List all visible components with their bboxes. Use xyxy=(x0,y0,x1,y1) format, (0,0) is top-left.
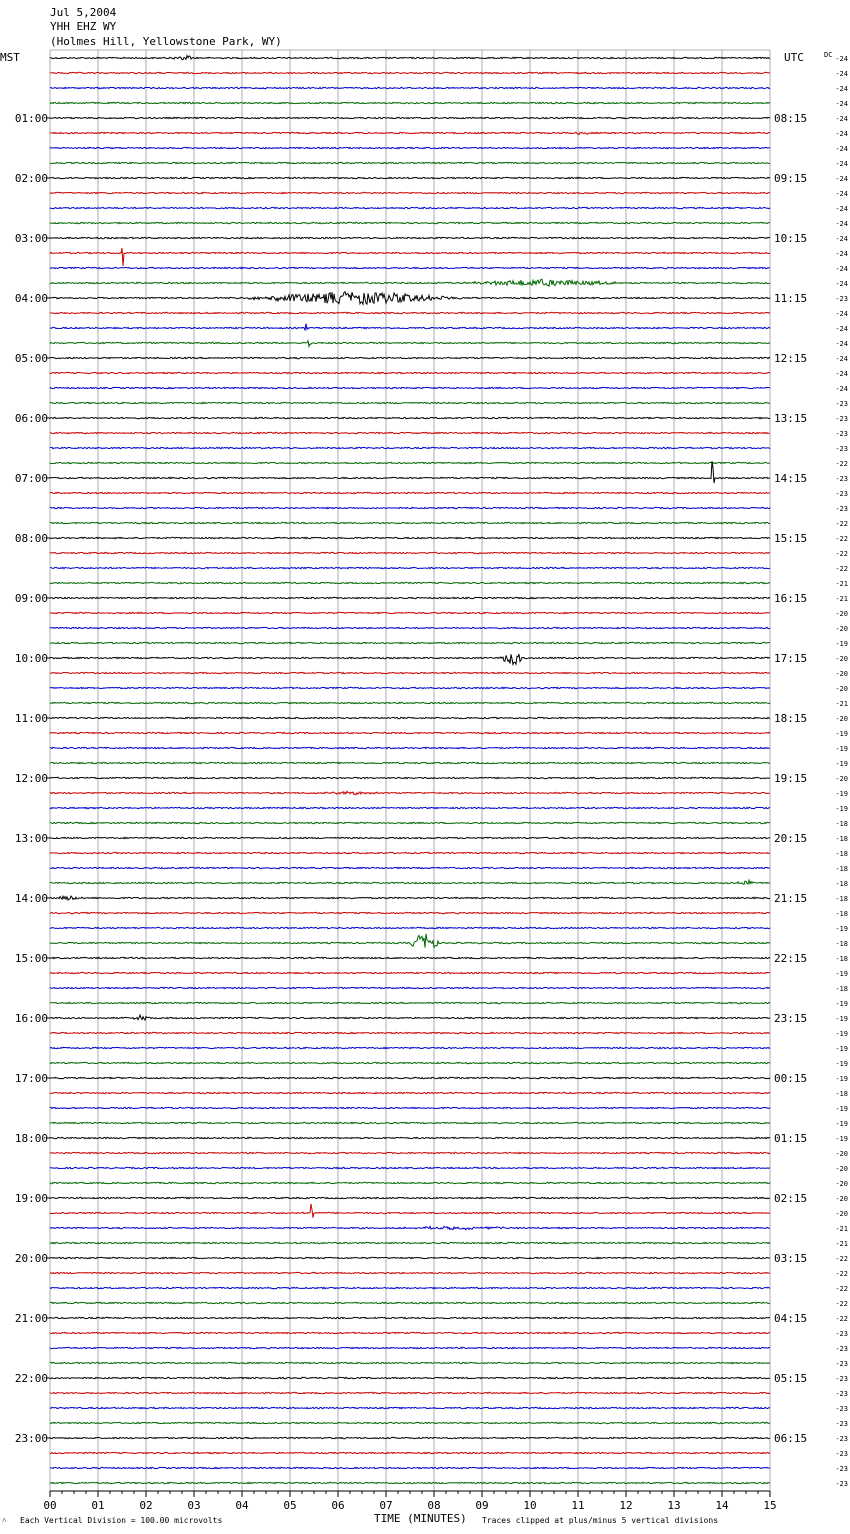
x-tick-label: 03 xyxy=(187,1499,201,1512)
dc-offset-label: -19 xyxy=(835,805,848,813)
dc-offset-label: -23 xyxy=(835,1390,848,1398)
dc-offset-label: -21 xyxy=(835,1240,848,1248)
dc-offset-label: -20 xyxy=(835,655,848,663)
trace-15 xyxy=(50,279,770,286)
dc-offset-label: -19 xyxy=(835,790,848,798)
dc-offset-label: -22 xyxy=(835,1315,848,1323)
dc-offset-labels xyxy=(835,55,848,1488)
trace-48 xyxy=(50,777,770,778)
dc-offset-label: -19 xyxy=(835,1015,848,1023)
trace-44 xyxy=(50,717,770,718)
dc-offset-label: -19 xyxy=(835,1075,848,1083)
dc-offset-label: -22 xyxy=(835,520,848,528)
trace-18 xyxy=(50,324,770,330)
x-tick-label: 08 xyxy=(427,1499,441,1512)
dc-offset-label: -23 xyxy=(835,490,848,498)
dc-offset-label: -23 xyxy=(835,1435,848,1443)
scale-note: Each Vertical Division = 100.00 microvolts xyxy=(20,1516,223,1525)
x-tick-label: 07 xyxy=(379,1499,393,1512)
trace-21 xyxy=(50,372,770,373)
trace-31 xyxy=(50,522,770,523)
trace-53 xyxy=(50,852,770,853)
trace-34 xyxy=(50,567,770,568)
dc-offset-label: -19 xyxy=(835,760,848,768)
utc-hour-label: 15:15 xyxy=(774,532,808,545)
trace-60 xyxy=(50,957,770,958)
dc-offset-label: -24 xyxy=(835,250,848,258)
trace-9 xyxy=(50,192,770,193)
dc-offset-label: -24 xyxy=(835,190,848,198)
chart-date: Jul 5,2004 xyxy=(50,6,117,19)
dc-offset-label: -20 xyxy=(835,670,848,678)
dc-offset-label: -20 xyxy=(835,1195,848,1203)
dc-offset-label: -20 xyxy=(835,1210,848,1218)
trace-52 xyxy=(50,837,770,838)
dc-offset-label: -23 xyxy=(835,475,848,483)
utc-hour-label: 02:15 xyxy=(774,1192,808,1205)
dc-offset-label: -18 xyxy=(835,865,848,873)
dc-offset-label: -19 xyxy=(835,1045,848,1053)
dc-offset-label: -19 xyxy=(835,745,848,753)
dc-offset-label: -24 xyxy=(835,370,848,378)
dc-offset-label: -20 xyxy=(835,610,848,618)
x-tick-label: 10 xyxy=(523,1499,537,1512)
dc-offset-label: -23 xyxy=(835,1465,848,1473)
dc-offset-label: -19 xyxy=(835,1120,848,1128)
utc-hour-label: 08:15 xyxy=(774,112,808,125)
dc-offset-label: -18 xyxy=(835,955,848,963)
trace-58 xyxy=(50,927,770,928)
dc-offset-label: -23 xyxy=(835,295,848,303)
dc-offset-label: -18 xyxy=(835,850,848,858)
dc-offset-label: -24 xyxy=(835,115,848,123)
trace-95 xyxy=(50,1482,770,1483)
dc-offset-label: -20 xyxy=(835,715,848,723)
dc-offset-label: -19 xyxy=(835,1030,848,1038)
trace-91 xyxy=(50,1422,770,1423)
utc-hour-label: 10:15 xyxy=(774,232,808,245)
dc-offset-label: -24 xyxy=(835,145,848,153)
trace-33 xyxy=(50,552,770,553)
trace-57 xyxy=(50,912,770,913)
mst-hour-label: 08:00 xyxy=(14,532,48,545)
trace-40 xyxy=(50,654,770,664)
mst-hour-label: 11:00 xyxy=(14,712,48,725)
x-tick-label: 04 xyxy=(235,1499,249,1512)
dc-offset-label: -18 xyxy=(835,1090,848,1098)
dc-offset-label: -19 xyxy=(835,1135,848,1143)
trace-75 xyxy=(50,1182,770,1183)
dc-offset-label: -20 xyxy=(835,685,848,693)
dc-offset-label: -23 xyxy=(835,415,848,423)
utc-hour-label: 00:15 xyxy=(774,1072,808,1085)
dc-offset-label: -20 xyxy=(835,1150,848,1158)
trace-35 xyxy=(50,582,770,583)
utc-hour-label: 03:15 xyxy=(774,1252,808,1265)
mst-hour-label: 15:00 xyxy=(14,952,48,965)
utc-hour-label: 22:15 xyxy=(774,952,808,965)
trace-66 xyxy=(50,1047,770,1048)
trace-87 xyxy=(50,1362,770,1363)
mst-hour-label: 05:00 xyxy=(14,352,48,365)
trace-62 xyxy=(50,987,770,988)
dc-offset-label: -20 xyxy=(835,1165,848,1173)
dc-offset-label: -18 xyxy=(835,910,848,918)
dc-offset-label: -20 xyxy=(835,1180,848,1188)
trace-5 xyxy=(50,132,770,134)
mst-hour-label: 02:00 xyxy=(14,172,48,185)
dc-offset-label: -22 xyxy=(835,460,848,468)
mst-hour-label: 10:00 xyxy=(14,652,48,665)
grid xyxy=(50,50,770,1491)
mst-hour-label: 20:00 xyxy=(14,1252,48,1265)
trace-3 xyxy=(50,102,770,103)
dc-offset-label: -18 xyxy=(835,880,848,888)
x-tick-label: 02 xyxy=(139,1499,153,1512)
mst-hour-label: 18:00 xyxy=(14,1132,48,1145)
trace-71 xyxy=(50,1122,770,1123)
trace-49 xyxy=(50,791,770,794)
mst-hour-label: 16:00 xyxy=(14,1012,48,1025)
trace-27 xyxy=(50,462,770,463)
trace-28 xyxy=(50,461,770,483)
mst-hour-label: 03:00 xyxy=(14,232,48,245)
traces xyxy=(50,56,770,1484)
mst-hour-label: 22:00 xyxy=(14,1372,48,1385)
dc-offset-label: -20 xyxy=(835,775,848,783)
dc-offset-label: -24 xyxy=(835,220,848,228)
trace-39 xyxy=(50,642,770,643)
x-axis-label: TIME (MINUTES) xyxy=(374,1512,467,1525)
utc-hour-label: 05:15 xyxy=(774,1372,808,1385)
chart-subtitle: (Holmes Hill, Yellowstone Park, WY) xyxy=(50,35,282,48)
dc-offset-label: -21 xyxy=(835,580,848,588)
trace-32 xyxy=(50,537,770,538)
dc-offset-label: -19 xyxy=(835,970,848,978)
dc-offset-label: -23 xyxy=(835,505,848,513)
mst-hour-label: 23:00 xyxy=(14,1432,48,1445)
dc-offset-label: -22 xyxy=(835,565,848,573)
trace-70 xyxy=(50,1107,770,1108)
dc-offset-label: -18 xyxy=(835,835,848,843)
trace-23 xyxy=(50,402,770,403)
trace-22 xyxy=(50,387,770,388)
dc-offset-label: -24 xyxy=(835,355,848,363)
trace-89 xyxy=(50,1392,770,1393)
trace-12 xyxy=(50,237,770,238)
trace-85 xyxy=(50,1332,770,1333)
trace-73 xyxy=(50,1152,770,1153)
trace-90 xyxy=(50,1407,770,1408)
trace-64 xyxy=(50,1015,770,1020)
trace-38 xyxy=(50,627,770,628)
right-axis-title: UTC xyxy=(784,51,804,64)
dc-offset-label: -24 xyxy=(835,100,848,108)
trace-36 xyxy=(50,597,770,598)
trace-84 xyxy=(50,1317,770,1318)
dc-offset-label: -24 xyxy=(835,160,848,168)
dc-offset-label: -19 xyxy=(835,730,848,738)
trace-76 xyxy=(50,1197,770,1198)
x-tick-label: 11 xyxy=(571,1499,585,1512)
utc-hour-label: 18:15 xyxy=(774,712,808,725)
trace-19 xyxy=(50,341,770,347)
dc-offset-label: -23 xyxy=(835,400,848,408)
trace-69 xyxy=(50,1092,770,1093)
mst-hour-label: 17:00 xyxy=(14,1072,48,1085)
trace-20 xyxy=(50,357,770,358)
trace-10 xyxy=(50,207,770,208)
x-tick-label: 09 xyxy=(475,1499,489,1512)
trace-54 xyxy=(50,867,770,868)
dc-offset-label: -24 xyxy=(835,280,848,288)
trace-30 xyxy=(50,507,770,508)
dc-offset-label: -21 xyxy=(835,700,848,708)
dc-offset-label: -19 xyxy=(835,1000,848,1008)
trace-25 xyxy=(50,432,770,433)
dc-offset-label: -24 xyxy=(835,310,848,318)
trace-47 xyxy=(50,762,770,763)
utc-hour-label: 21:15 xyxy=(774,892,808,905)
utc-hour-label: 09:15 xyxy=(774,172,808,185)
trace-80 xyxy=(50,1257,770,1258)
dc-offset-label: -18 xyxy=(835,985,848,993)
trace-61 xyxy=(50,972,770,973)
trace-6 xyxy=(50,147,770,148)
trace-51 xyxy=(50,822,770,823)
utc-hour-label: 17:15 xyxy=(774,652,808,665)
trace-17 xyxy=(50,312,770,313)
trace-26 xyxy=(50,447,770,448)
dc-offset-label: -18 xyxy=(835,820,848,828)
mst-hour-label: 07:00 xyxy=(14,472,48,485)
trace-65 xyxy=(50,1032,770,1033)
trace-83 xyxy=(50,1302,770,1303)
left-axis-title: MST xyxy=(0,51,20,64)
dc-offset-label: -22 xyxy=(835,1255,848,1263)
dc-offset-label: -19 xyxy=(835,925,848,933)
trace-74 xyxy=(50,1167,770,1168)
dc-offset-label: -19 xyxy=(835,1105,848,1113)
trace-41 xyxy=(50,672,770,673)
dc-offset-label: -24 xyxy=(835,130,848,138)
dc-offset-label: -20 xyxy=(835,625,848,633)
dc-offset-label: -23 xyxy=(835,1345,848,1353)
trace-8 xyxy=(50,177,770,178)
dc-offset-label: -19 xyxy=(835,640,848,648)
trace-1 xyxy=(50,72,770,73)
dc-offset-label: -24 xyxy=(835,70,848,78)
mst-hour-label: 09:00 xyxy=(14,592,48,605)
dc-offset-label: -23 xyxy=(835,1330,848,1338)
trace-59 xyxy=(50,934,770,948)
dc-offset-label: -24 xyxy=(835,55,848,63)
mst-hour-label: 01:00 xyxy=(14,112,48,125)
utc-hour-label: 13:15 xyxy=(774,412,808,425)
trace-0 xyxy=(50,56,770,60)
trace-14 xyxy=(50,267,770,268)
trace-81 xyxy=(50,1272,770,1273)
trace-11 xyxy=(50,222,770,223)
trace-55 xyxy=(50,880,770,884)
dc-offset-label: -18 xyxy=(835,940,848,948)
dc-offset-label: -24 xyxy=(835,205,848,213)
dc-offset-label: -24 xyxy=(835,385,848,393)
mst-hour-label: 06:00 xyxy=(14,412,48,425)
dc-offset-label: -23 xyxy=(835,1360,848,1368)
utc-hour-label: 12:15 xyxy=(774,352,808,365)
trace-45 xyxy=(50,732,770,733)
x-tick-label: 05 xyxy=(283,1499,297,1512)
dc-offset-label: -18 xyxy=(835,895,848,903)
dc-offset-label: -24 xyxy=(835,265,848,273)
trace-79 xyxy=(50,1242,770,1243)
x-tick-label: 15 xyxy=(763,1499,777,1512)
dc-offset-label: -23 xyxy=(835,1450,848,1458)
utc-hour-label: 06:15 xyxy=(774,1432,808,1445)
utc-hour-label: 19:15 xyxy=(774,772,808,785)
trace-46 xyxy=(50,747,770,748)
utc-hour-label: 16:15 xyxy=(774,592,808,605)
y-labels-right xyxy=(774,112,807,1445)
trace-2 xyxy=(50,87,770,88)
utc-hour-label: 20:15 xyxy=(774,832,808,845)
trace-4 xyxy=(50,117,770,118)
trace-77 xyxy=(50,1204,770,1218)
scale-marker: ˄ xyxy=(2,1516,7,1525)
trace-50 xyxy=(50,807,770,808)
dc-offset-label: -23 xyxy=(835,1480,848,1488)
trace-37 xyxy=(50,612,770,613)
trace-78 xyxy=(50,1226,770,1229)
trace-16 xyxy=(50,292,770,304)
mst-hour-label: 19:00 xyxy=(14,1192,48,1205)
trace-72 xyxy=(50,1137,770,1138)
trace-7 xyxy=(50,162,770,163)
trace-93 xyxy=(50,1452,770,1453)
x-tick-label: 06 xyxy=(331,1499,345,1512)
dc-offset-label: -21 xyxy=(835,595,848,603)
dc-offset-label: -21 xyxy=(835,1225,848,1233)
utc-hour-label: 01:15 xyxy=(774,1132,808,1145)
y-labels-left xyxy=(15,112,50,1445)
utc-hour-label: 14:15 xyxy=(774,472,808,485)
dc-offset-label: -24 xyxy=(835,85,848,93)
utc-hour-label: 23:15 xyxy=(774,1012,808,1025)
dc-offset-label: -22 xyxy=(835,535,848,543)
dc-offset-label: -23 xyxy=(835,430,848,438)
trace-56 xyxy=(50,896,770,900)
dc-offset-label: -24 xyxy=(835,175,848,183)
dc-offset-label: -23 xyxy=(835,1405,848,1413)
x-axis xyxy=(43,1491,776,1512)
mst-hour-label: 12:00 xyxy=(14,772,48,785)
x-tick-label: 01 xyxy=(91,1499,105,1512)
dc-offset-label: -23 xyxy=(835,1375,848,1383)
mst-hour-label: 21:00 xyxy=(14,1312,48,1325)
chart-title: YHH EHZ WY xyxy=(50,20,117,33)
x-tick-label: 12 xyxy=(619,1499,633,1512)
dc-offset-label: -22 xyxy=(835,1300,848,1308)
trace-86 xyxy=(50,1347,770,1348)
utc-hour-label: 04:15 xyxy=(774,1312,808,1325)
x-tick-label: 14 xyxy=(715,1499,729,1512)
dc-header: DC xyxy=(824,51,833,59)
trace-29 xyxy=(50,492,770,493)
trace-63 xyxy=(50,1002,770,1003)
mst-hour-label: 04:00 xyxy=(14,292,48,305)
trace-43 xyxy=(50,702,770,703)
trace-82 xyxy=(50,1287,770,1288)
dc-offset-label: -23 xyxy=(835,445,848,453)
trace-88 xyxy=(50,1377,770,1378)
clip-note: Traces clipped at plus/minus 5 vertical divisions xyxy=(482,1516,719,1525)
dc-offset-label: -22 xyxy=(835,1270,848,1278)
trace-67 xyxy=(50,1062,770,1063)
trace-94 xyxy=(50,1467,770,1468)
trace-68 xyxy=(50,1077,770,1078)
dc-offset-label: -22 xyxy=(835,550,848,558)
trace-13 xyxy=(50,248,770,266)
utc-hour-label: 11:15 xyxy=(774,292,808,305)
x-tick-label: 13 xyxy=(667,1499,681,1512)
dc-offset-label: -24 xyxy=(835,235,848,243)
dc-offset-label: -19 xyxy=(835,1060,848,1068)
mst-hour-label: 14:00 xyxy=(14,892,48,905)
dc-offset-label: -24 xyxy=(835,325,848,333)
trace-92 xyxy=(50,1437,770,1438)
x-tick-label: 00 xyxy=(43,1499,57,1512)
trace-24 xyxy=(50,417,770,418)
dc-offset-label: -24 xyxy=(835,340,848,348)
dc-offset-label: -23 xyxy=(835,1420,848,1428)
trace-42 xyxy=(50,687,770,688)
dc-offset-label: -22 xyxy=(835,1285,848,1293)
mst-hour-label: 13:00 xyxy=(14,832,48,845)
